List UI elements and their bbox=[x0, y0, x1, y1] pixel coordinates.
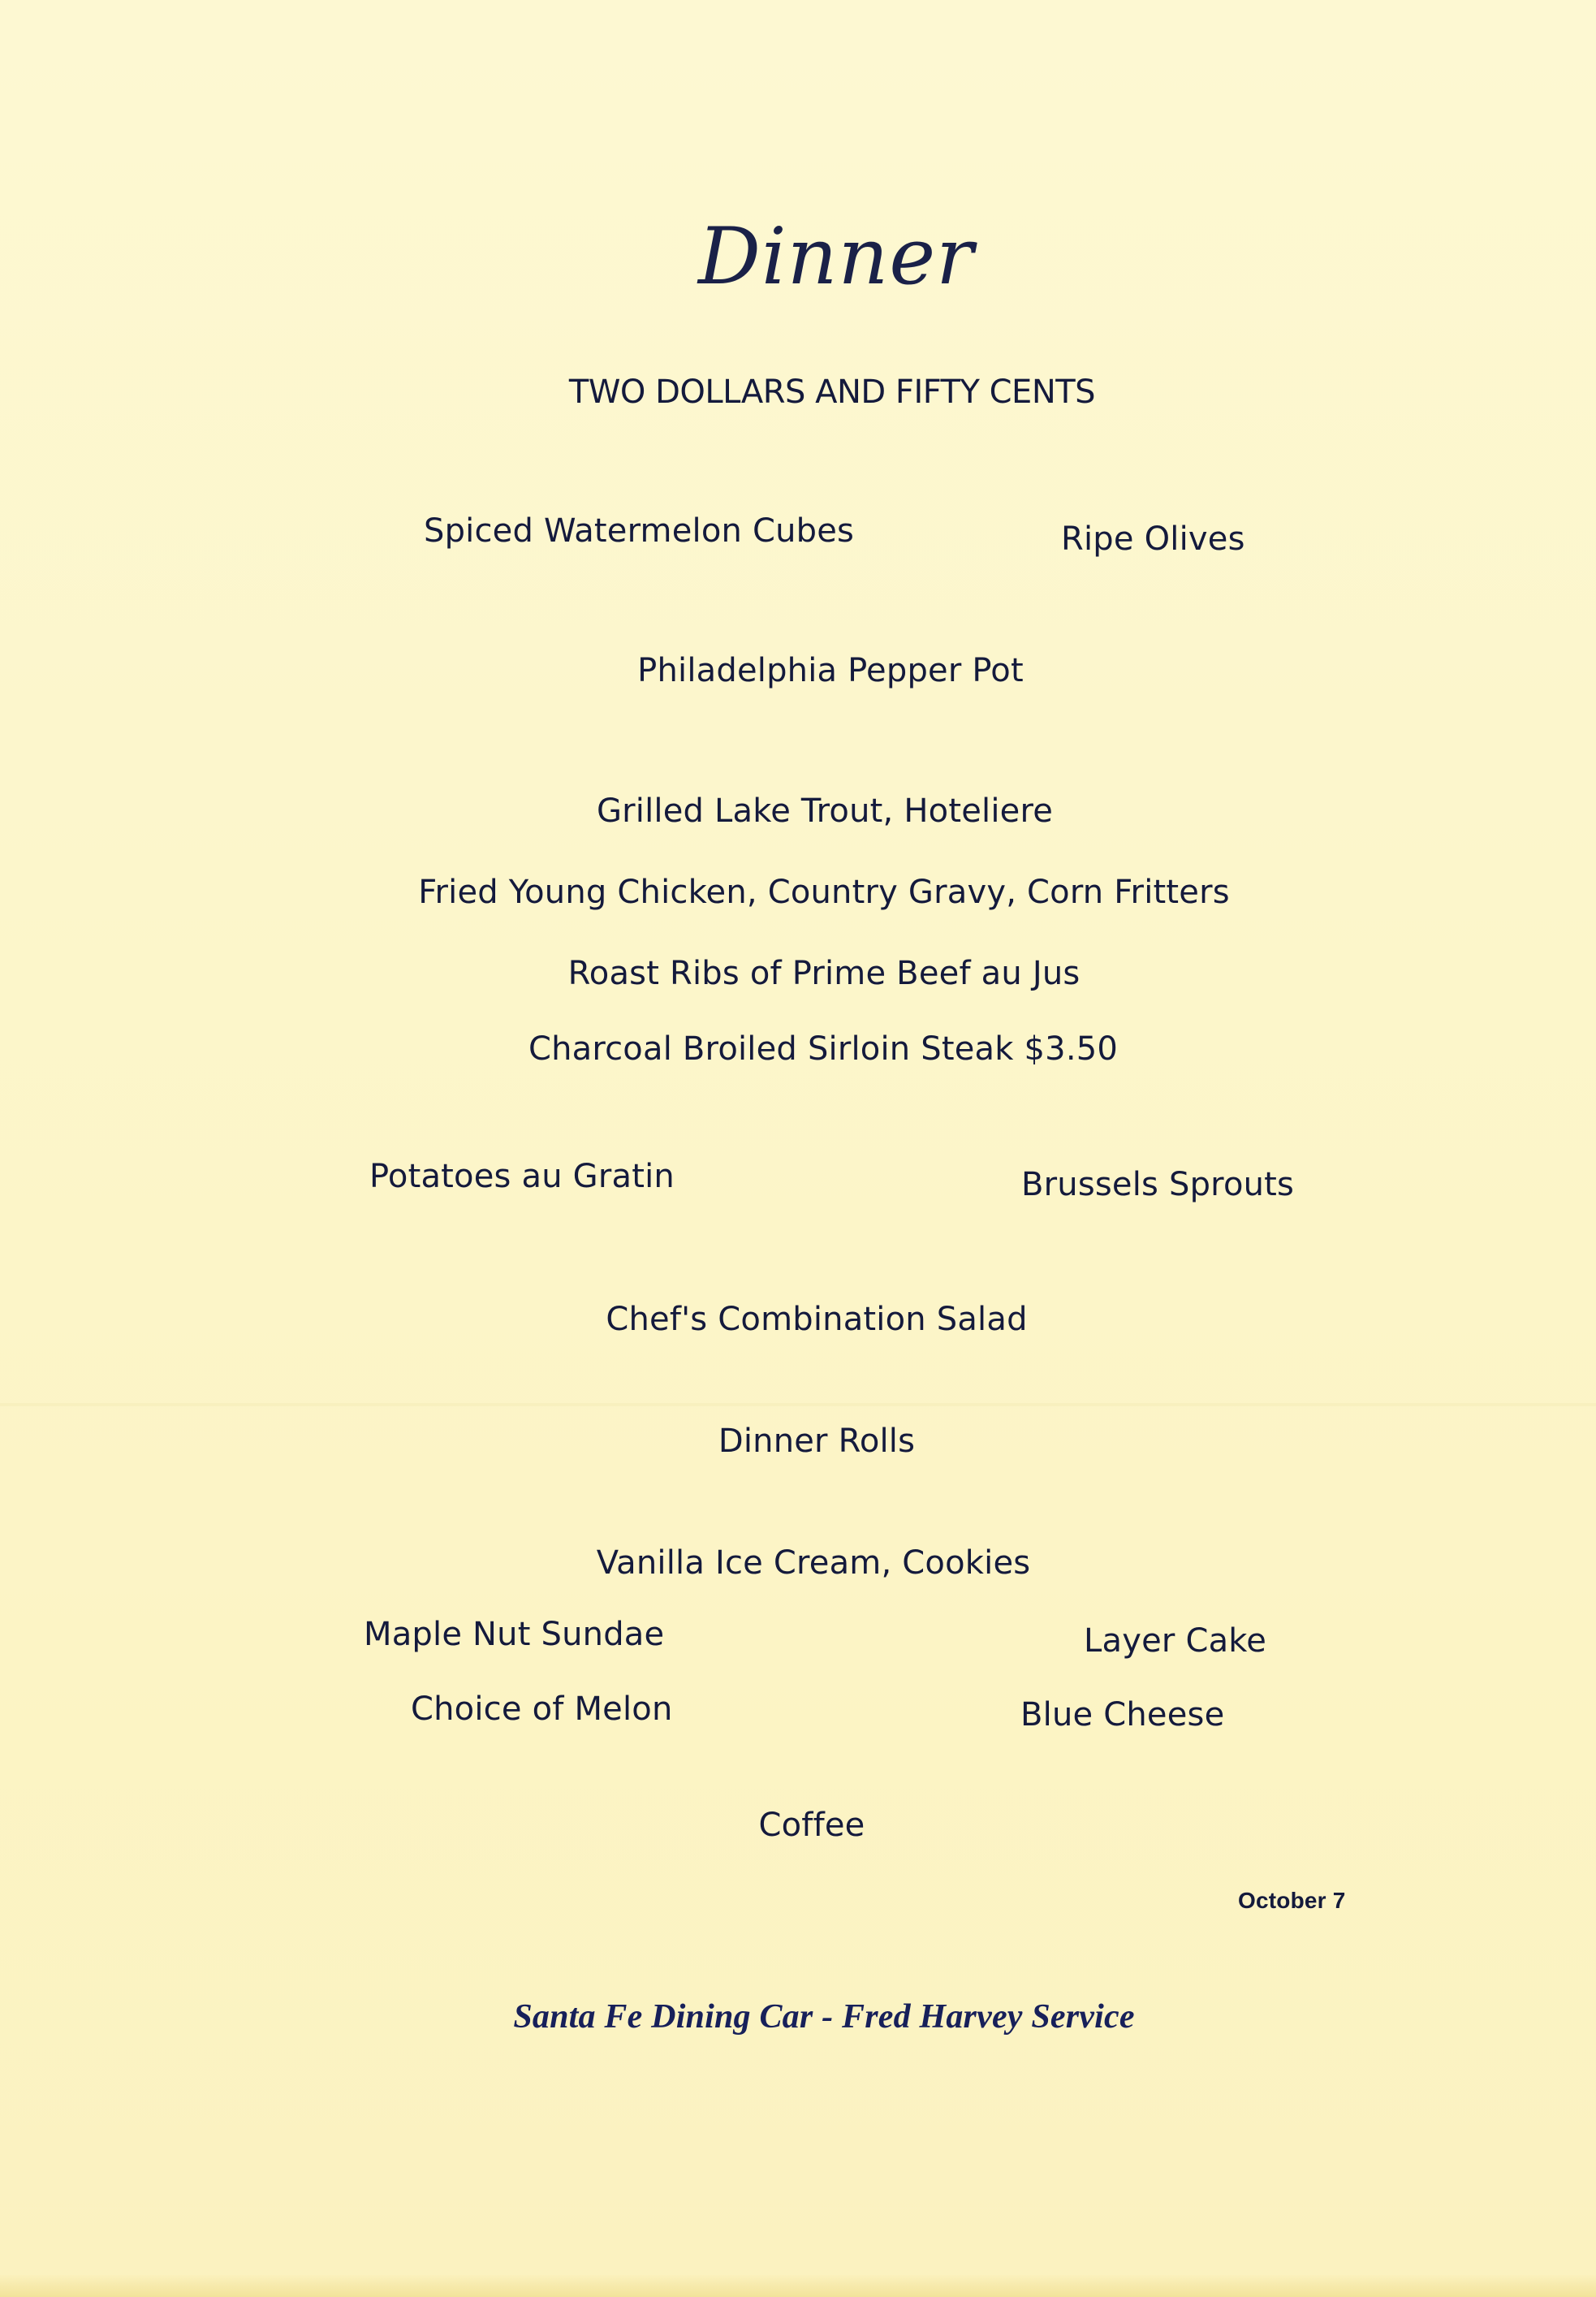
footer-service-line: Santa Fe Dining Car - Fred Harvey Service bbox=[513, 1998, 1135, 2036]
entree-item-4: Charcoal Broiled Sirloin Steak $3.50 bbox=[528, 1030, 1119, 1068]
dessert-center: Vanilla Ice Cream, Cookies bbox=[596, 1544, 1031, 1582]
relish-right: Ripe Olives bbox=[1061, 520, 1245, 558]
entree-item-2: Fried Young Chicken, Country Gravy, Corn Fritters bbox=[418, 874, 1230, 911]
menu-date: October 7 bbox=[1238, 1888, 1346, 1913]
dessert-row1-left: Maple Nut Sundae bbox=[364, 1616, 665, 1653]
dessert-row2-left: Choice of Melon bbox=[411, 1690, 673, 1728]
entree-item-1: Grilled Lake Trout, Hoteliere bbox=[596, 792, 1054, 830]
menu-title: Dinner bbox=[697, 211, 975, 302]
price-line: TWO DOLLARS AND FIFTY CENTS bbox=[568, 373, 1096, 411]
relish-left: Spiced Watermelon Cubes bbox=[424, 512, 855, 550]
paper-fold-line bbox=[0, 1403, 1596, 1406]
soup-item: Philadelphia Pepper Pot bbox=[637, 652, 1024, 689]
paper-bottom-edge bbox=[0, 2275, 1596, 2297]
dessert-row2-right: Blue Cheese bbox=[1020, 1696, 1225, 1734]
salad-item: Chef's Combination Salad bbox=[606, 1301, 1028, 1338]
vegetable-left: Potatoes au Gratin bbox=[369, 1158, 675, 1195]
entree-item-3: Roast Ribs of Prime Beef au Jus bbox=[567, 955, 1081, 992]
beverage-item: Coffee bbox=[758, 1807, 865, 1844]
vegetable-right: Brussels Sprouts bbox=[1021, 1166, 1295, 1203]
bread-item: Dinner Rolls bbox=[718, 1423, 916, 1460]
dessert-row1-right: Layer Cake bbox=[1084, 1622, 1267, 1660]
